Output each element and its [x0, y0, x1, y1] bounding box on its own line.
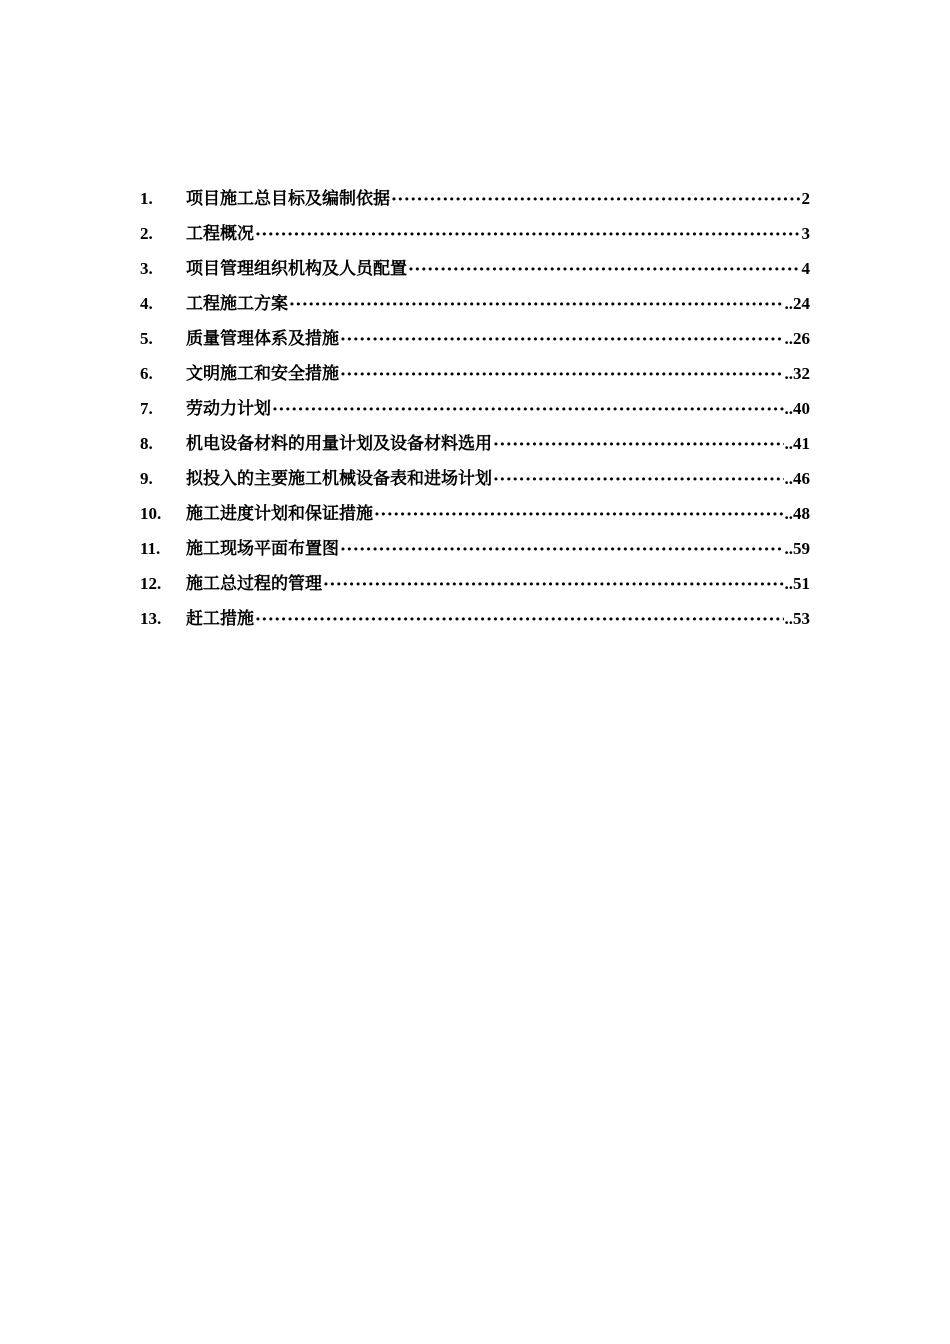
dot-leader [408, 260, 801, 277]
toc-entry-page: ..53 [784, 609, 810, 628]
toc-entry-page: ..32 [784, 364, 810, 383]
toc-entry-10[interactable] [140, 499, 810, 534]
toc-entry-title: 施工进度计划和保证措施 [186, 504, 373, 524]
toc-entry-page: ..51 [784, 574, 810, 593]
toc-entry-page: 2 [801, 189, 810, 208]
toc-entry-number: 11. [140, 539, 161, 558]
toc-entry-11[interactable] [140, 534, 810, 569]
toc-entry-title: 文明施工和安全措施 [186, 364, 339, 384]
dot-leader [272, 400, 784, 417]
toc-entry-title: 拟投入的主要施工机械设备表和进场计划 [186, 469, 492, 489]
toc-entry-number: 7. [140, 399, 153, 418]
toc-entry-title: 质量管理体系及措施 [186, 329, 339, 349]
toc-entry-title: 项目施工总目标及编制依据 [186, 189, 390, 209]
toc-entry-title: 机电设备材料的用量计划及设备材料选用 [186, 434, 492, 454]
dot-leader [493, 435, 784, 452]
toc-entry-number: 13. [140, 609, 162, 628]
toc-entry-4[interactable] [140, 289, 810, 324]
toc-entry-2[interactable] [140, 219, 810, 254]
dot-leader [340, 365, 784, 382]
toc-entry-page: 4 [801, 259, 810, 278]
toc-entry-title: 项目管理组织机构及人员配置 [186, 259, 407, 279]
toc-entry-title: 劳动力计划 [186, 399, 271, 419]
toc-entry-page: ..41 [784, 434, 810, 453]
toc-entry-12[interactable] [140, 569, 810, 604]
toc-entry-number: 10. [140, 504, 162, 523]
dot-leader [340, 330, 784, 347]
toc-entry-page: ..48 [784, 504, 810, 523]
dot-leader [391, 190, 801, 207]
toc-entry-7[interactable] [140, 394, 810, 429]
toc-entry-6[interactable] [140, 359, 810, 394]
toc-entry-title: 赶工措施 [186, 609, 254, 629]
toc-entry-5[interactable] [140, 324, 810, 359]
toc-entry-number: 1. [140, 189, 153, 208]
toc-entry-9[interactable] [140, 464, 810, 499]
toc-entry-number: 8. [140, 434, 153, 453]
toc-entry-number: 3. [140, 259, 153, 278]
dot-leader [255, 225, 801, 242]
dot-leader [340, 540, 784, 557]
toc-entry-1[interactable] [140, 184, 810, 219]
dot-leader [493, 470, 784, 487]
toc-entry-number: 6. [140, 364, 153, 383]
toc-entry-title: 施工总过程的管理 [186, 574, 322, 594]
toc-entry-3[interactable] [140, 254, 810, 289]
toc-entry-title: 工程概况 [186, 224, 254, 244]
toc-entry-page: 3 [801, 224, 810, 243]
toc-entry-13[interactable] [140, 604, 810, 639]
toc-entry-number: 9. [140, 469, 153, 488]
toc-entry-number: 4. [140, 294, 153, 313]
toc-entry-title: 工程施工方案 [186, 294, 288, 314]
toc-entry-number: 12. [140, 574, 162, 593]
toc-entry-page: ..24 [784, 294, 810, 313]
toc-entry-title: 施工现场平面布置图 [186, 539, 339, 559]
toc-entry-8[interactable] [140, 429, 810, 464]
toc-entry-number: 5. [140, 329, 153, 348]
dot-leader [374, 505, 784, 522]
dot-leader [323, 575, 784, 592]
dot-leader [289, 295, 784, 312]
toc-entry-page: ..40 [784, 399, 810, 418]
toc-entry-page: ..59 [784, 539, 810, 558]
table-of-contents [140, 184, 810, 639]
toc-entry-page: ..26 [784, 329, 810, 348]
toc-entry-number: 2. [140, 224, 153, 243]
dot-leader [255, 610, 784, 627]
toc-entry-page: ..46 [784, 469, 810, 488]
